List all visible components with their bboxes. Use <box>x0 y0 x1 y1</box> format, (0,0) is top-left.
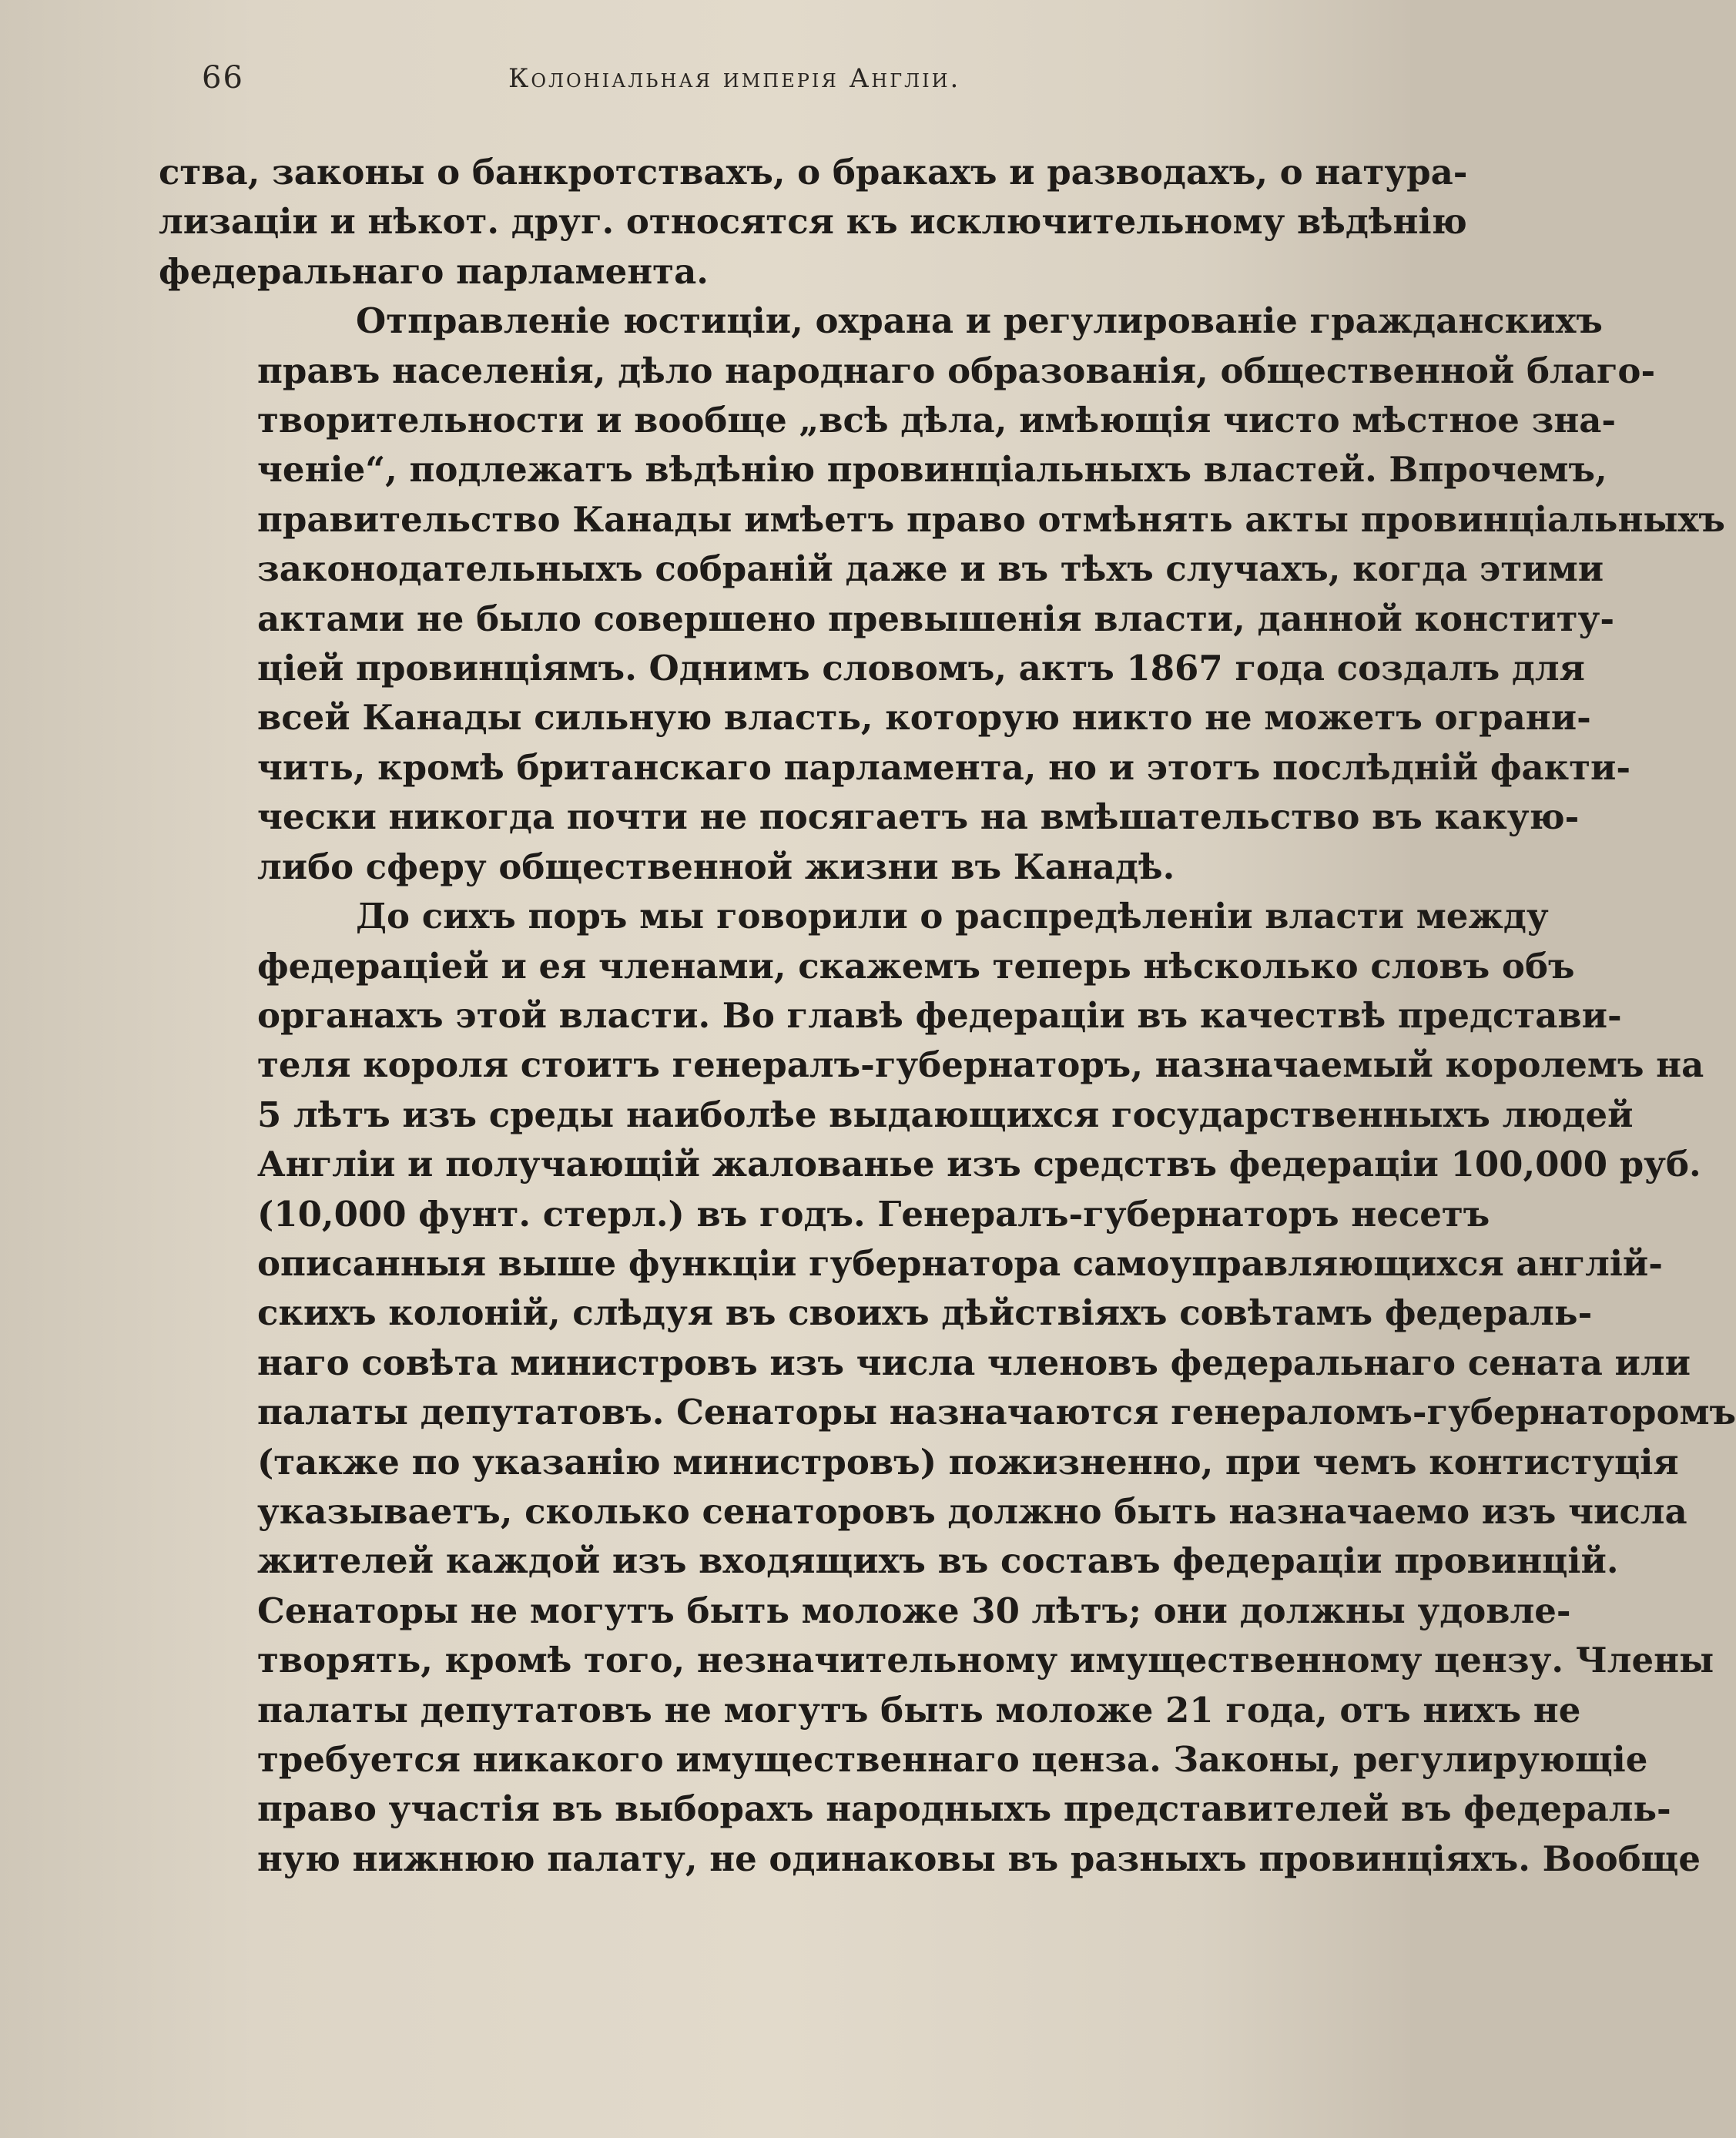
page-header <box>202 60 1014 106</box>
text-line: ства, законы о банкротствахъ, о бракахъ и разводахъ, о натура- <box>159 152 1468 193</box>
text-line: федераціей и ея членами, скажемъ теперь нѣсколько словъ объ <box>257 945 1575 987</box>
running-title: Колоніальная имперія Англіи. <box>508 63 961 94</box>
text-line: актами не было совершено превышенія власти, данной конститу- <box>257 598 1615 639</box>
text-line: палаты депутатовъ. Сенаторы назначаются генераломъ-губернаторомъ <box>257 1392 1736 1433</box>
text-line: лизаціи и нѣкот. друг. относятся къ исключительному вѣдѣнію <box>159 201 1467 243</box>
text-line: правъ населенія, дѣло народнаго образованія, общественной благо- <box>257 350 1656 391</box>
page-number: 66 <box>202 60 244 96</box>
paragraph <box>159 892 1736 1884</box>
text-line: Англіи и получающій жалованье изъ средствъ федераціи 100,000 руб. <box>257 1144 1701 1185</box>
text-line: указываетъ, сколько сенаторовъ должно быть назначаемо изъ числа <box>257 1490 1687 1532</box>
text-line: ную нижнюю палату, не одинаковы въ разныхъ провинціяхъ. Вообще <box>257 1838 1701 1879</box>
text-line: палаты депутатовъ не могутъ быть моложе 21 года, отъ нихъ не <box>257 1689 1581 1731</box>
text-line: наго совѣта министровъ изъ числа членовъ федеральнаго сената или <box>257 1342 1691 1383</box>
text-line: До сихъ поръ мы говорили о распредѣленіи власти между <box>356 896 1549 937</box>
text-line: либо сферу общественной жизни въ Канадѣ. <box>257 846 1175 887</box>
text-line: законодательныхъ собраній даже и въ тѣхъ случахъ, когда этими <box>257 548 1604 590</box>
text-line: ченіе“, подлежатъ вѣдѣнію провинціальныхъ властей. Впрочемъ, <box>257 449 1607 491</box>
body-text <box>159 148 1736 1884</box>
text-line: творительности и вообще „всѣ дѣла, имѣющія чисто мѣстное зна- <box>257 400 1617 441</box>
text-line: чить, кромѣ британскаго парламента, но и этотъ послѣдній факти- <box>257 746 1631 788</box>
text-line: описанныя выше функціи губернатора самоуправляющихся англій- <box>257 1242 1663 1284</box>
text-line: Сенаторы не могутъ быть моложе 30 лѣтъ; они должны удовле- <box>257 1590 1571 1631</box>
text-line: (также по указанію министровъ) пожизненно, при чемъ контистуція <box>257 1441 1679 1483</box>
text-line: (10,000 фунт. стерл.) въ годъ. Генералъ-губернаторъ несетъ <box>257 1193 1490 1235</box>
text-line: требуется никакого имущественнаго ценза. Законы, регулирующіе <box>257 1739 1648 1780</box>
text-line: 5 лѣтъ изъ среды наиболѣе выдающихся государственныхъ людей <box>257 1094 1634 1135</box>
text-line: творять, кромѣ того, незначительному имущественному цензу. Члены <box>257 1640 1714 1681</box>
text-line: теля короля стоитъ генералъ-губернаторъ, назначаемый королемъ на <box>257 1044 1704 1086</box>
text-line: жителей каждой изъ входящихъ въ составъ федераціи провинцій. <box>257 1540 1619 1582</box>
text-line: федеральнаго парламента. <box>159 250 709 292</box>
text-line: скихъ колоній, слѣдуя въ своихъ дѣйствіяхъ совѣтамъ федераль- <box>257 1292 1593 1334</box>
paragraph <box>159 297 1725 892</box>
text-line: Отправленіе юстиціи, охрана и регулированіе гражданскихъ <box>356 300 1603 342</box>
text-line: право участія въ выборахъ народныхъ представителей въ федераль- <box>257 1788 1671 1830</box>
text-line: правительство Канады имѣетъ право отмѣнять акты провинціальныхъ <box>257 498 1725 540</box>
text-line: всей Канады сильную власть, которую никто не можетъ ограни- <box>257 697 1591 739</box>
paragraph <box>159 148 1468 297</box>
text-line: органахъ этой власти. Во главѣ федераціи въ качествѣ представи- <box>257 994 1622 1036</box>
text-line: чески никогда почти не посягаетъ на вмѣшательство въ какую- <box>257 796 1580 838</box>
text-line: ціей провинціямъ. Однимъ словомъ, актъ 1867 года создалъ для <box>257 648 1585 689</box>
